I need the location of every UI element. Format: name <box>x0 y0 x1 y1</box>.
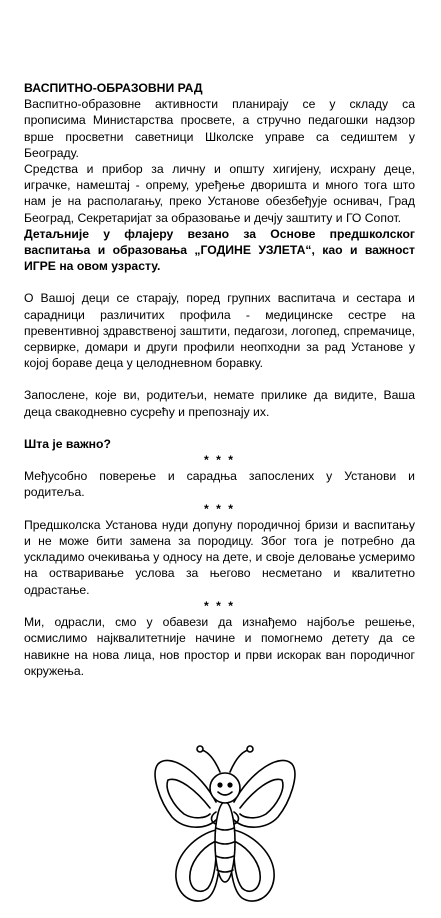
separator-stars: * * * <box>203 501 235 516</box>
important-item-family: Предшколска Установа нуди допуну породичној бризи и васпитању и не може бити замена за породицу. Због тога је потребно да ускладимо очекивања у односу на дете, и своје деловање усмеримо на остваривање услова за његово несметано и квалитетно одрастање. <box>24 517 415 597</box>
paragraph-activities: Васпитно-образовне активности планирају се у складу са прописима Министарства просвете, а стручно педагошки надзор врше просветни саветници Школске управе са седиштем у Београду. <box>24 97 415 160</box>
paragraph-staff: О Вашој деци се старају, поред групних васпитача и сестара и сарадници различитих профила - медицинске сестре на превентивној здравственој заштити, педагози, логопед, спремачице, сервирке, домари и други профили неопходни за рад Установе у којој бораве деца у целодневном боравку. <box>24 291 415 371</box>
butterfly-icon <box>150 742 300 912</box>
paragraph-employees: Запослене, које ви, родитељи, немате прилике да видите, Ваша деца свакодневно сусрећу и препознају их. <box>24 388 415 419</box>
document-body <box>24 80 415 679</box>
spacer <box>24 420 415 436</box>
important-item-adults: Ми, одрасли, смо у обавези да изнађемо најбоље решење, осмислимо најквалитетније начине и помогнемо детету да се навикне на нова лица, нов простор и први искорак ван породичног окружења. <box>24 615 415 678</box>
section-title: ВАСПИТНО-ОБРАЗОВНИ РАД <box>24 81 203 95</box>
important-title: Шта је важно? <box>24 436 111 451</box>
paragraph-flyer-note: Детаљније у флајеру везано за Основе предшколског васпитања и образовања „ГОДИНЕ УЗЛЕТА“, као и важност ИГРЕ на овом узрасту. <box>24 226 415 274</box>
separator-stars: * * * <box>203 598 235 613</box>
spacer <box>24 274 415 290</box>
spacer <box>24 371 415 387</box>
paragraph-resources: Средства и прибор за личну и општу хигијену, исхрану деце, играчке, намештај - опрему, уређење дворишта и много тога што нам је на располагању, преко Установе обезбеђује оснивач, Град Београд, Секретаријат за образовање и дечју заштиту и ГО Сопот. <box>24 162 415 225</box>
separator-stars: * * * <box>203 453 235 468</box>
important-item-trust: Међусобно поверење и сарадња запослених у Установи и родитеља. <box>24 469 415 500</box>
